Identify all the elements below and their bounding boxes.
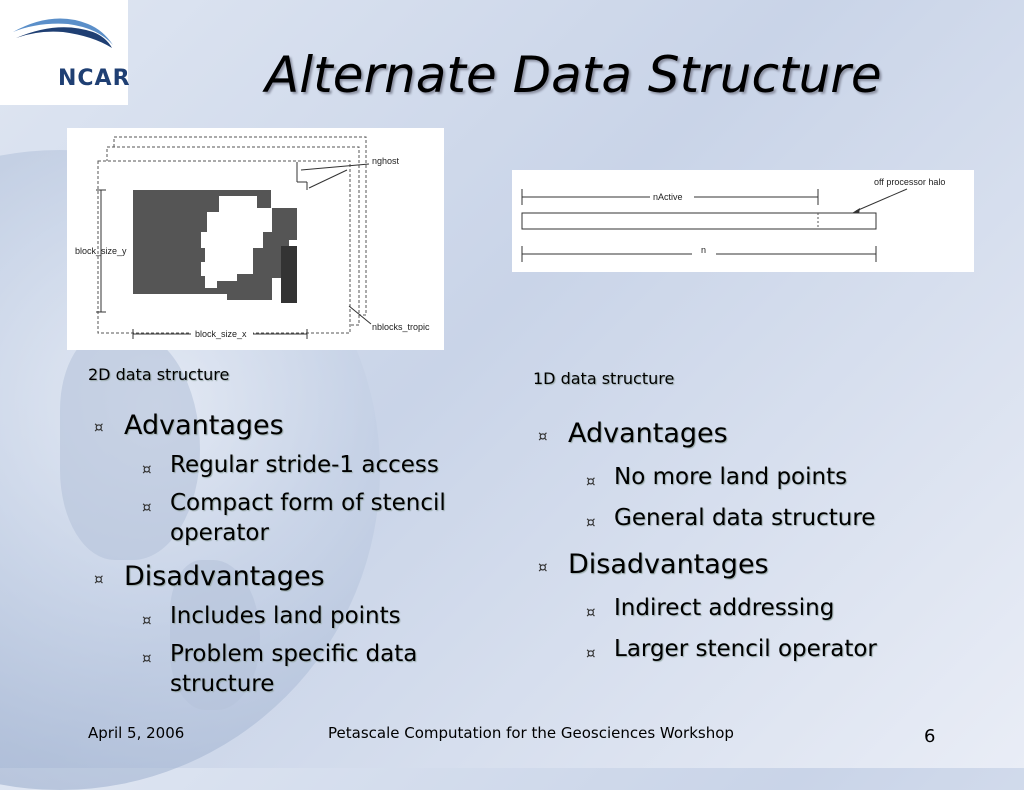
bullet-icon: ¤ xyxy=(142,649,152,667)
right-adv-item: General data structure xyxy=(614,505,876,531)
bullet-icon: ¤ xyxy=(586,472,596,490)
left-disadvantages-label: Disadvantages xyxy=(124,561,325,592)
right-dis-item: Larger stencil operator xyxy=(614,636,877,662)
halo-label: off processor halo xyxy=(874,177,946,187)
right-disadvantages-label: Disadvantages xyxy=(568,549,769,580)
figure-2d-structure xyxy=(67,128,444,350)
left-advantages-label: Advantages xyxy=(124,410,284,441)
left-dis-item: Includes land points xyxy=(170,603,401,629)
bullet-icon: ¤ xyxy=(142,460,152,478)
nblocks-label: nblocks_tropic xyxy=(372,322,430,332)
logo-swoosh-icon xyxy=(8,10,118,50)
left-adv-item: Regular stride-1 access xyxy=(170,452,439,478)
left-dis-item: Problem specific data xyxy=(170,641,418,667)
right-dis-item: Indirect addressing xyxy=(614,595,835,621)
right-adv-item: No more land points xyxy=(614,464,848,490)
left-adv-item: Compact form of stencil xyxy=(170,490,446,516)
page-number: 6 xyxy=(924,726,936,747)
bullet-icon: ¤ xyxy=(586,603,596,621)
footer-date: April 5, 2006 xyxy=(88,724,185,742)
bullet-icon: ¤ xyxy=(586,513,596,531)
left-dis-item-continued: structure xyxy=(170,671,275,697)
logo-text: NCAR xyxy=(58,66,131,91)
ncar-logo xyxy=(0,0,131,105)
bullet-icon: ¤ xyxy=(94,418,104,436)
slide-title: Alternate Data Structure xyxy=(265,46,882,104)
bullet-icon: ¤ xyxy=(142,498,152,516)
footer-event: Petascale Computation for the Geosciences Workshop xyxy=(328,724,734,742)
bullet-icon: ¤ xyxy=(538,558,548,576)
figure-1d-structure xyxy=(512,170,974,272)
nactive-label: nActive xyxy=(653,192,683,202)
right-advantages-label: Advantages xyxy=(568,418,728,449)
bullet-icon: ¤ xyxy=(94,570,104,588)
right-heading: 1D data structure xyxy=(533,369,675,388)
block-size-y-label: block_size_y xyxy=(75,246,127,256)
block-size-x-label: block_size_x xyxy=(195,329,247,339)
nghost-label: nghost xyxy=(372,156,400,166)
n-label: n xyxy=(701,245,707,255)
bullet-icon: ¤ xyxy=(586,644,596,662)
left-heading: 2D data structure xyxy=(88,365,230,384)
bullet-icon: ¤ xyxy=(142,611,152,629)
left-adv-item-continued: operator xyxy=(170,520,269,546)
bullet-icon: ¤ xyxy=(538,427,548,445)
